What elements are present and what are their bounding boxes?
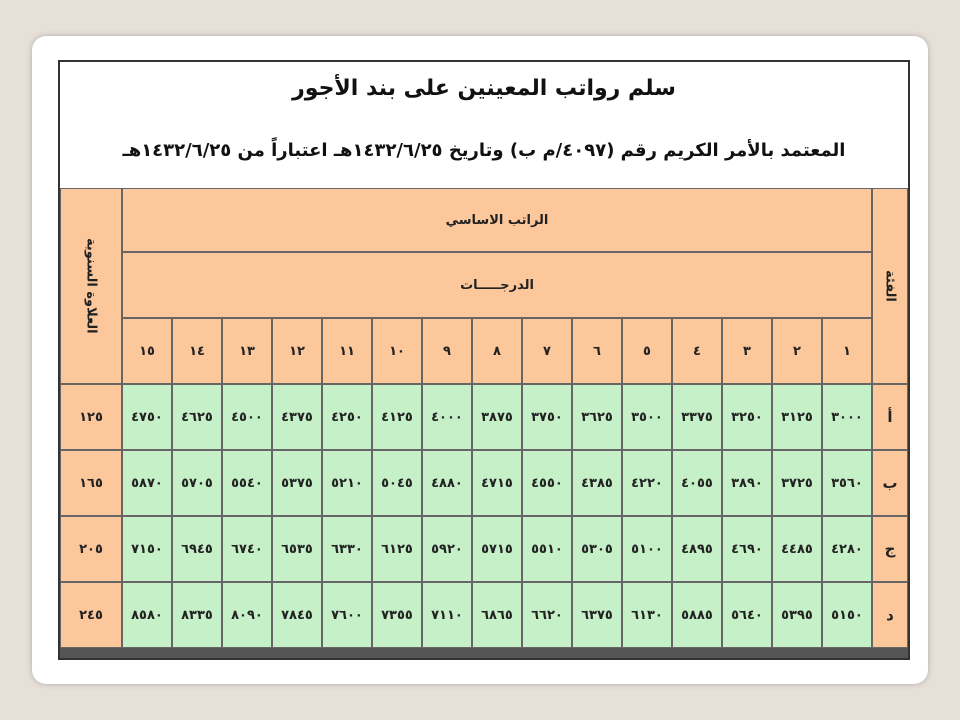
row-increment: ١٦٥ xyxy=(60,450,122,516)
salary-value: ٤٦٢٥ xyxy=(172,384,222,450)
salary-value: ٥٦٤٠ xyxy=(722,582,772,648)
row-increment: ١٢٥ xyxy=(60,384,122,450)
salary-value: ٥٥٤٠ xyxy=(222,450,272,516)
salary-value: ٥٥١٠ xyxy=(522,516,572,582)
salary-value: ٥٩٢٠ xyxy=(422,516,472,582)
salary-value: ٤٢٥٠ xyxy=(322,384,372,450)
salary-value: ٣٧٥٠ xyxy=(522,384,572,450)
salary-table xyxy=(60,188,908,658)
salary-value: ٧٣٥٥ xyxy=(372,582,422,648)
row-category: أ xyxy=(872,384,908,450)
salary-value: ٦٦٢٠ xyxy=(522,582,572,648)
salary-value: ٣٠٠٠ xyxy=(822,384,872,450)
salary-value: ٤٨٨٠ xyxy=(422,450,472,516)
salary-value: ٤٠٥٥ xyxy=(672,450,722,516)
header-annual-increment: العلاوة السنوية xyxy=(60,188,122,384)
salary-value: ٦٥٣٥ xyxy=(272,516,322,582)
salary-value: ٥٣٠٥ xyxy=(572,516,622,582)
grade-number: ١٥ xyxy=(122,318,172,384)
salary-value: ٤٤٨٥ xyxy=(772,516,822,582)
grade-number: ٧ xyxy=(522,318,572,384)
salary-value: ٦٨٦٥ xyxy=(472,582,522,648)
salary-value: ٤٥٠٠ xyxy=(222,384,272,450)
grade-number: ١٤ xyxy=(172,318,222,384)
row-category: ب xyxy=(872,450,908,516)
salary-value: ٥٣٩٥ xyxy=(772,582,822,648)
grade-number: ١٢ xyxy=(272,318,322,384)
salary-value: ٦٩٤٥ xyxy=(172,516,222,582)
grade-number: ٤ xyxy=(672,318,722,384)
salary-value: ٥٧١٥ xyxy=(472,516,522,582)
header-grades: الدرجـــــات xyxy=(122,252,872,318)
salary-value: ٦١٣٠ xyxy=(622,582,672,648)
salary-value: ٣٥٦٠ xyxy=(822,450,872,516)
salary-value: ٦٧٤٠ xyxy=(222,516,272,582)
salary-value: ٤٦٩٠ xyxy=(722,516,772,582)
salary-value: ٣٣٧٥ xyxy=(672,384,722,450)
grade-number: ١٠ xyxy=(372,318,422,384)
salary-value: ٥٧٠٥ xyxy=(172,450,222,516)
salary-value: ٥٨٧٠ xyxy=(122,450,172,516)
salary-document xyxy=(58,60,910,660)
salary-value: ٥١٠٠ xyxy=(622,516,672,582)
grade-number: ٥ xyxy=(622,318,672,384)
salary-value: ٨٣٣٥ xyxy=(172,582,222,648)
grade-number: ١١ xyxy=(322,318,372,384)
salary-value: ٧١١٠ xyxy=(422,582,472,648)
document-subtitle: المعتمد بالأمر الكريم رقم (٤٠٩٧/م ب) وتاريخ ١٤٣٢/٦/٢٥هـ اعتباراً من ١٤٣٢/٦/٢٥هـ xyxy=(122,140,846,161)
grade-number: ٣ xyxy=(722,318,772,384)
salary-value: ٤٧٥٠ xyxy=(122,384,172,450)
salary-value: ٤٣٨٥ xyxy=(572,450,622,516)
salary-value: ٥١٥٠ xyxy=(822,582,872,648)
salary-value: ٧٦٠٠ xyxy=(322,582,372,648)
salary-value: ٧٨٤٥ xyxy=(272,582,322,648)
row-category: د xyxy=(872,582,908,648)
salary-value: ٣٦٢٥ xyxy=(572,384,622,450)
salary-value: ٤١٢٥ xyxy=(372,384,422,450)
salary-value: ٤٢٨٠ xyxy=(822,516,872,582)
salary-value: ٣٨٩٠ xyxy=(722,450,772,516)
salary-value: ٧١٥٠ xyxy=(122,516,172,582)
salary-value: ٤٨٩٥ xyxy=(672,516,722,582)
document-header xyxy=(60,62,908,188)
grade-number: ١٣ xyxy=(222,318,272,384)
salary-value: ٥٢١٠ xyxy=(322,450,372,516)
grade-number: ٢ xyxy=(772,318,822,384)
salary-value: ٥٨٨٥ xyxy=(672,582,722,648)
salary-value: ٤٧١٥ xyxy=(472,450,522,516)
grade-number: ٦ xyxy=(572,318,622,384)
salary-value: ٨٠٩٠ xyxy=(222,582,272,648)
salary-value: ٣٥٠٠ xyxy=(622,384,672,450)
grade-number: ٩ xyxy=(422,318,472,384)
grade-number: ١ xyxy=(822,318,872,384)
salary-value: ٣١٢٥ xyxy=(772,384,822,450)
row-increment: ٢٠٥ xyxy=(60,516,122,582)
salary-value: ٣٧٢٥ xyxy=(772,450,822,516)
salary-value: ٥٣٧٥ xyxy=(272,450,322,516)
salary-value: ٤٢٢٠ xyxy=(622,450,672,516)
salary-value: ٣٢٥٠ xyxy=(722,384,772,450)
salary-value: ٦٣٣٠ xyxy=(322,516,372,582)
salary-value: ٦٣٧٥ xyxy=(572,582,622,648)
salary-value: ٣٨٧٥ xyxy=(472,384,522,450)
salary-value: ٤٥٥٠ xyxy=(522,450,572,516)
salary-value: ٤٣٧٥ xyxy=(272,384,322,450)
row-increment: ٢٤٥ xyxy=(60,582,122,648)
salary-value: ٦١٢٥ xyxy=(372,516,422,582)
header-basic-salary: الراتب الاساسي xyxy=(122,188,872,252)
salary-value: ٨٥٨٠ xyxy=(122,582,172,648)
header-category: الفئة xyxy=(872,188,908,384)
document-title: سلم رواتب المعينين على بند الأجور xyxy=(292,76,676,101)
row-category: ج xyxy=(872,516,908,582)
grade-number: ٨ xyxy=(472,318,522,384)
salary-value: ٥٠٤٥ xyxy=(372,450,422,516)
salary-value: ٤٠٠٠ xyxy=(422,384,472,450)
